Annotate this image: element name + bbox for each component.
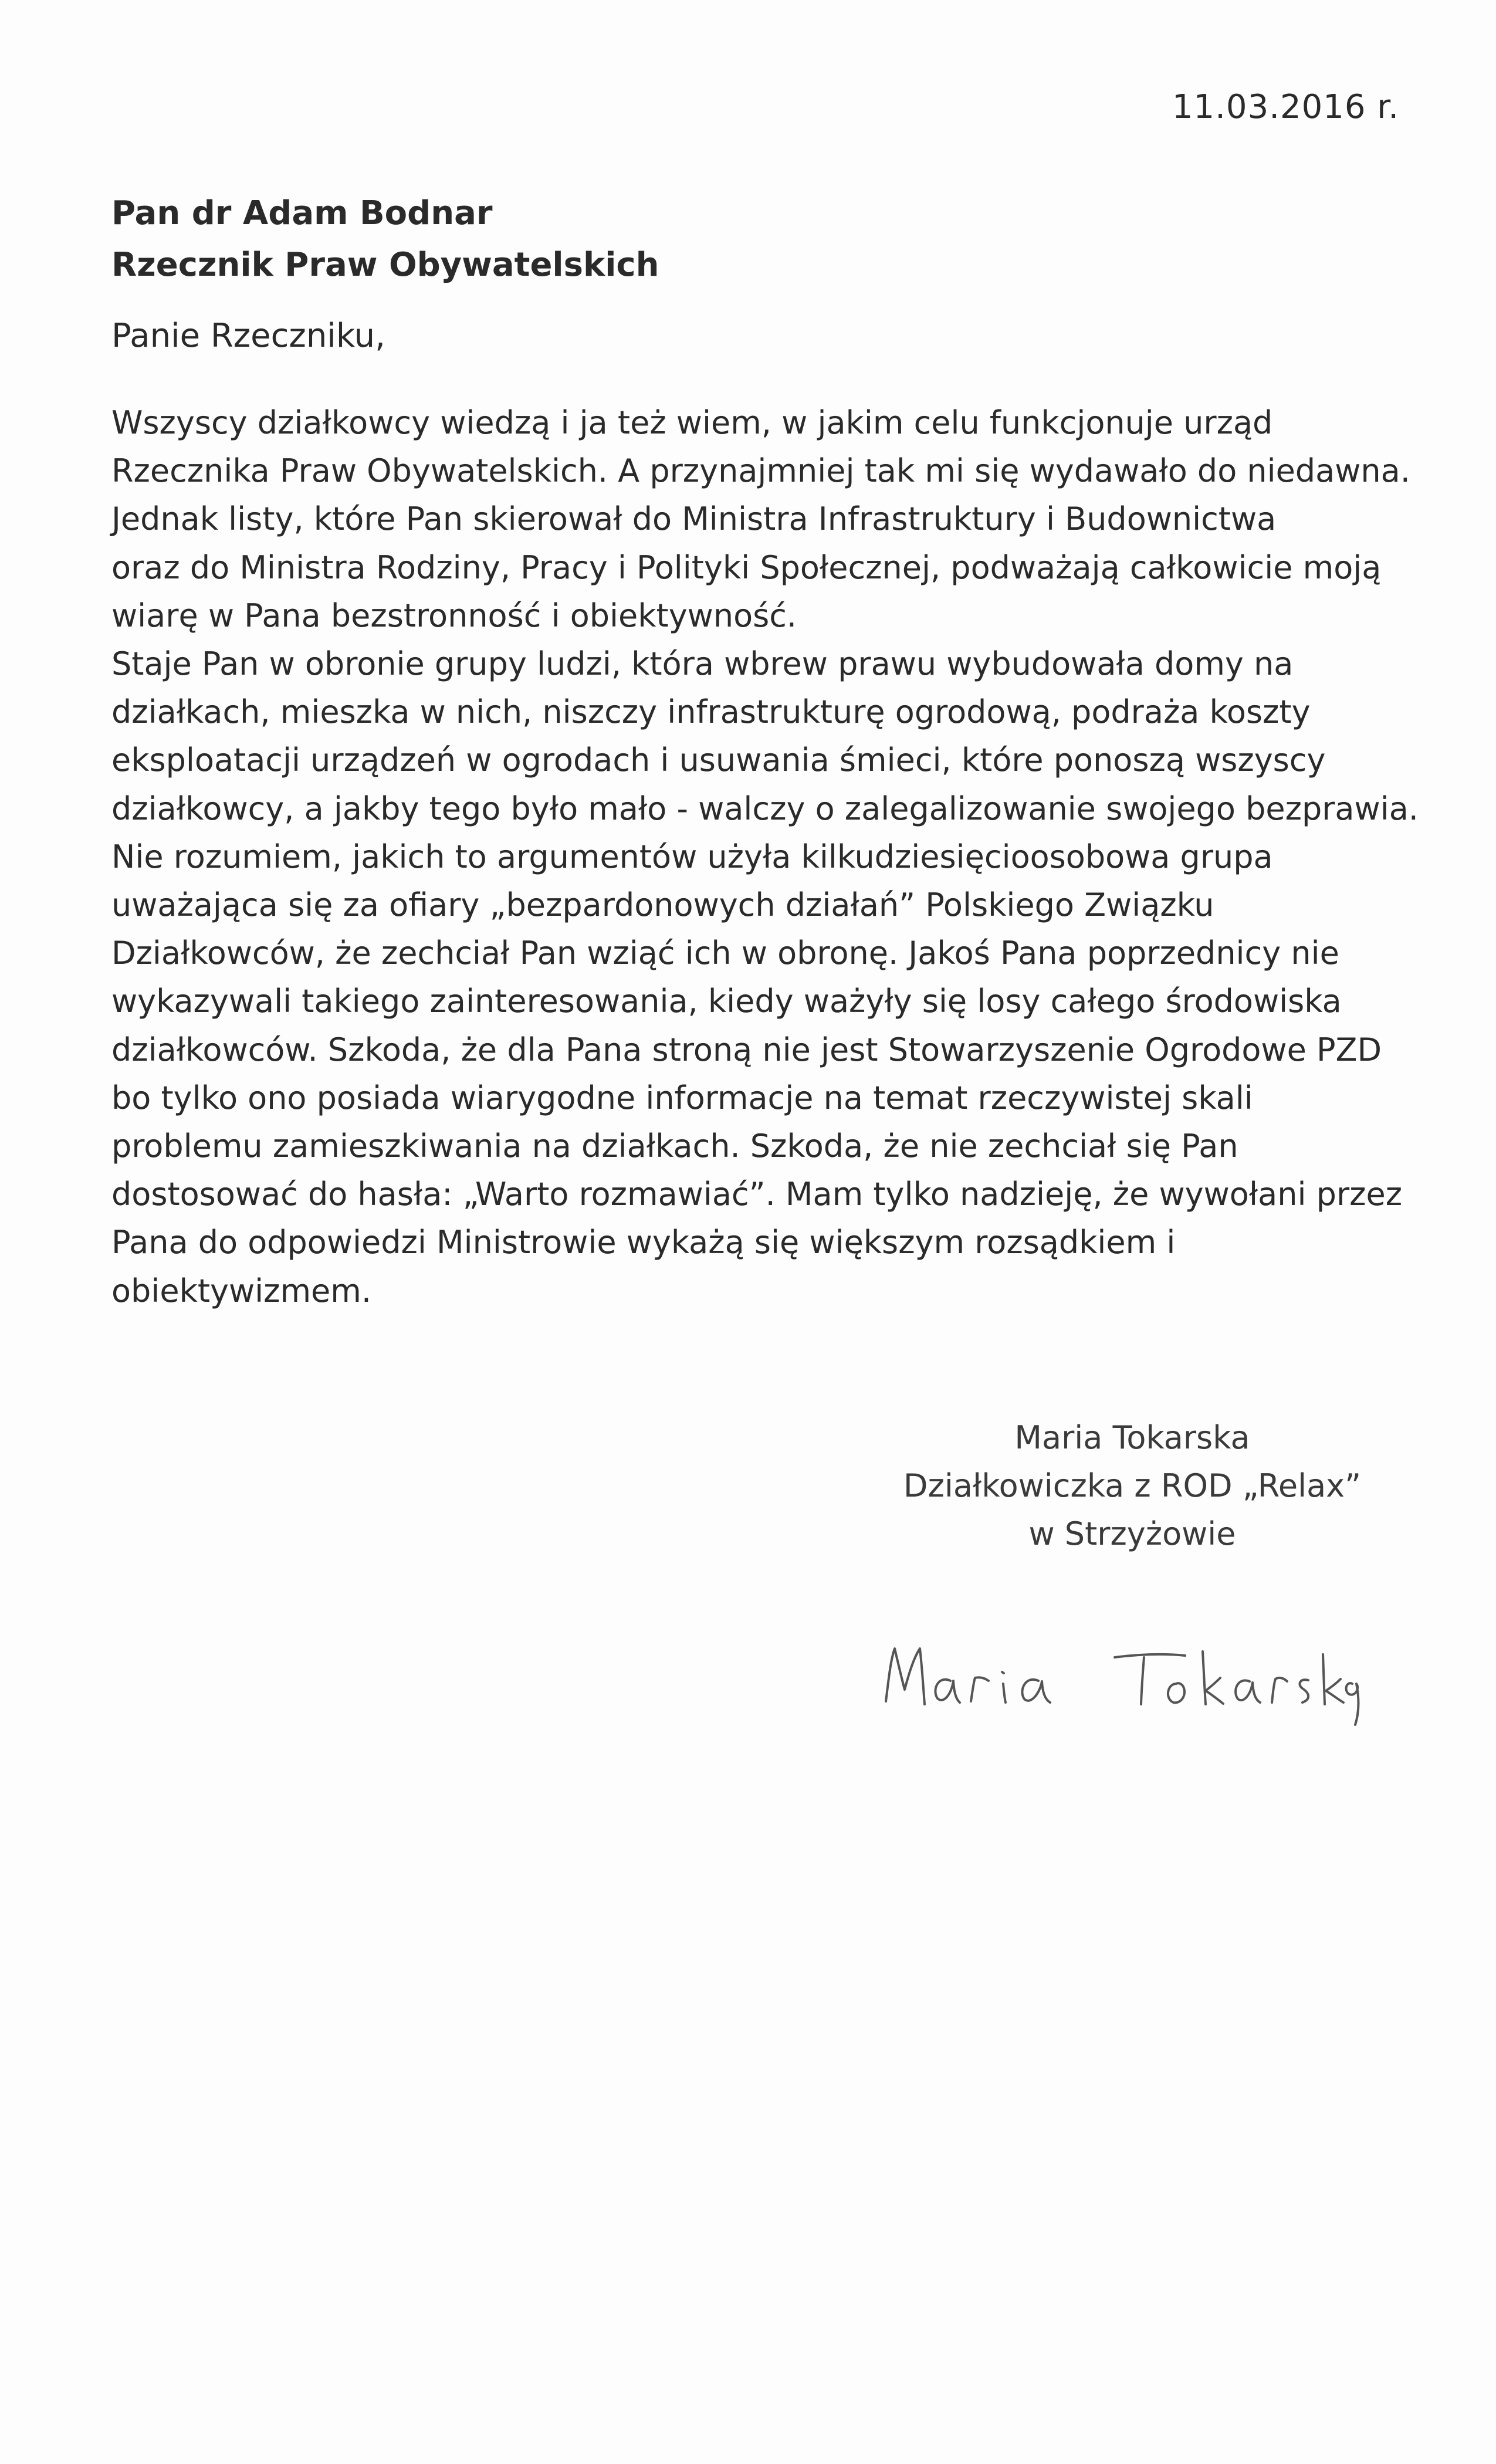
body-line: Jednak listy, które Pan skierował do Ministra Infrastruktury i Budownictwa (111, 500, 1277, 538)
body-line: działkowców. Szkoda, że dla Pana stroną nie jest Stowarzyszenie Ogrodowe PZD (111, 1031, 1382, 1068)
handwritten-signature (868, 1625, 1367, 1731)
recipient-block (111, 188, 659, 291)
body-line: Staje Pan w obronie grupy ludzi, która wbrew prawu wybudowała domy na (111, 645, 1294, 683)
sender-place: w Strzyżowie (1028, 1515, 1236, 1552)
sender-name: Maria Tokarska (1014, 1419, 1250, 1456)
body-line: problemu zamieszkiwania na działkach. Szkoda, że nie zechciał się Pan (111, 1128, 1238, 1165)
body-line: eksploatacji urządzeń w ogrodach i usuwania śmieci, które ponoszą wszyscy (111, 742, 1326, 779)
body-line: wykazywali takiego zainteresowania, kiedy ważyły się losy całego środowiska (111, 983, 1342, 1020)
body-line: uważająca się za ofiary „bezpardonowych działań” Polskiego Związku (111, 886, 1214, 924)
body-line: bo tylko ono posiada wiarygodne informacje na temat rzeczywistej skali (111, 1079, 1253, 1116)
salutation: Panie Rzeczniku, (111, 317, 385, 355)
body-line: Nie rozumiem, jakich to argumentów użyła kilkudziesięcioosobowa grupa (111, 838, 1273, 875)
body-line: obiektywizmem. (111, 1272, 372, 1309)
letter-body (111, 399, 1419, 1315)
body-line: Pana do odpowiedzi Ministrowie wykażą się większym rozsądkiem i (111, 1224, 1176, 1261)
body-line: Działkowców, że zechciał Pan wziąć ich w obronę. Jakoś Pana poprzednicy nie (111, 935, 1339, 972)
body-line: Rzecznika Praw Obywatelskich. A przynajmniej tak mi się wydawało do niedawna. (111, 452, 1410, 490)
body-line: wiarę w Pana bezstronność i obiektywność. (111, 597, 797, 634)
body-line: działkowcy, a jakby tego było mało - walczy o zalegalizowanie swojego bezprawia. (111, 790, 1419, 827)
body-line: dostosować do hasła: „Warto rozmawiać”. Mam tylko nadzieję, że wywołani przez (111, 1176, 1403, 1213)
sender-block (898, 1414, 1367, 1558)
sender-role: Działkowiczka z ROD „Relax” (903, 1467, 1362, 1504)
body-line: Wszyscy działkowcy wiedzą i ja też wiem, w jakim celu funkcjonuje urząd (111, 404, 1273, 441)
body-line: oraz do Ministra Rodziny, Pracy i Polityki Społecznej, podważają całkowicie moją (111, 549, 1382, 586)
letter-date: 11.03.2016 r. (1172, 88, 1399, 126)
recipient-title: Rzecznik Praw Obywatelskich (111, 246, 659, 284)
recipient-name: Pan dr Adam Bodnar (111, 194, 493, 232)
body-line: działkach, mieszka w nich, niszczy infrastrukturę ogrodową, podraża koszty (111, 693, 1311, 731)
